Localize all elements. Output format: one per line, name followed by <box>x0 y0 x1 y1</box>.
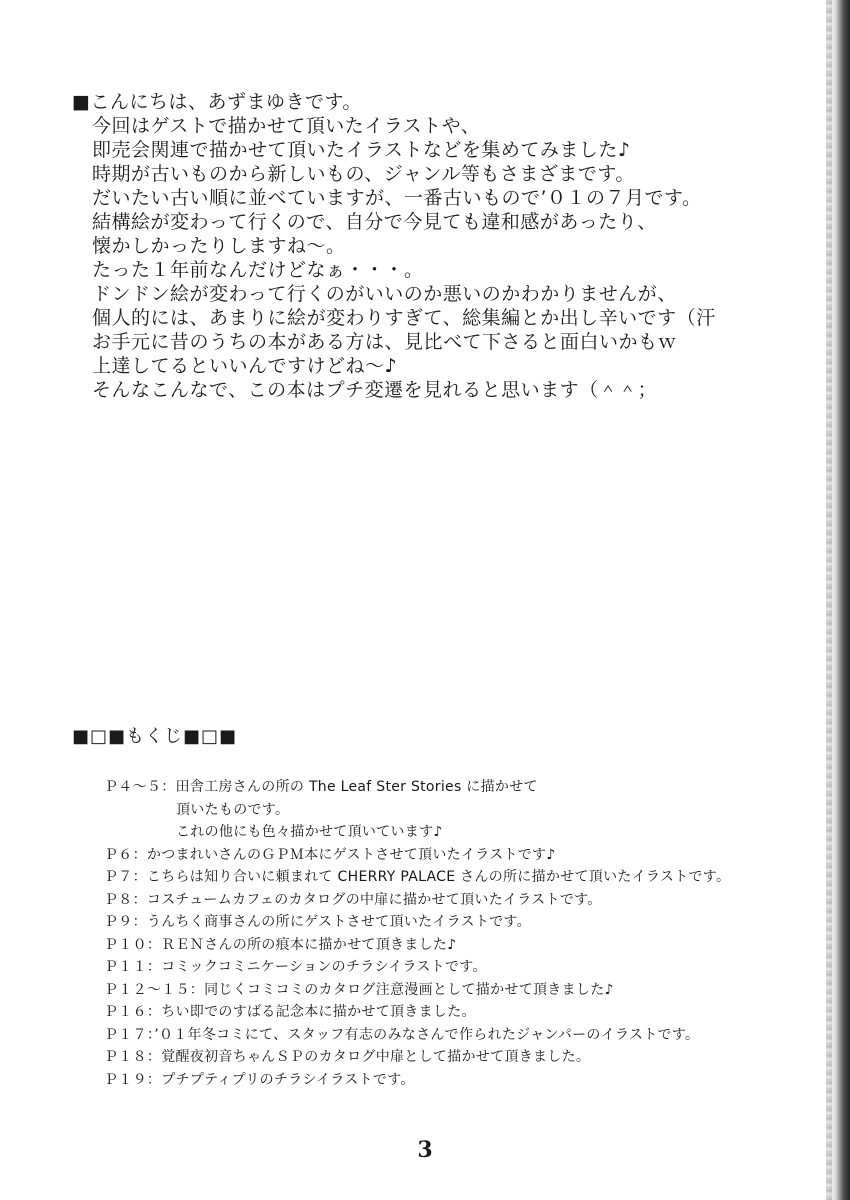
toc-entry: Ｐ１２～１５：同じくコミコミのカタログ注意漫画として描かせて頂きました♪ <box>104 981 614 998</box>
intro-line: そんなこんなで、この本はプチ変遷を見れると思います（＾＾； <box>92 379 658 401</box>
intro-line: たった１年前なんだけどなぁ・・・。 <box>92 259 424 281</box>
intro-line: ■こんにちは、あずまゆきです。 <box>72 91 362 113</box>
intro-line: 今回はゲストで描かせて頂いたイラストや、 <box>92 115 481 137</box>
intro-line: 個人的には、あまりに絵が変わりすぎて、総集編とか出し辛いです（汗 <box>92 307 716 329</box>
toc-entry: Ｐ６：かつまれいさんのＧＰＭ本にゲストさせて頂いたイラストです♪ <box>104 846 556 863</box>
table-of-contents <box>104 776 764 1091</box>
intro-line: 上達してるといいんですけどね～♪ <box>92 355 398 377</box>
toc-entry: Ｐ１７：’０１年冬コミにて、スタッフ有志のみなさんで作られたジャンパーのイラストです。 <box>104 1026 700 1043</box>
toc-entry: Ｐ１１：コミックコミニケーションのチラシイラストです。 <box>104 959 487 975</box>
intro-line: 懐かしかったりしますね～。 <box>92 235 346 257</box>
intro-section <box>72 90 772 402</box>
page-edge-texture <box>826 0 832 1200</box>
intro-line: 時期が古いものから新しいもの、ジャンル等もさまざまです。 <box>92 163 635 185</box>
toc-entry: Ｐ８：コスチュームカフェのカタログの中扉に描かせて頂いたイラストです。 <box>104 891 602 908</box>
toc-entry: Ｐ１９：プチプティプリのチラシイラストです。 <box>104 1071 415 1088</box>
toc-entry-continuation: 頂いたものです。 <box>176 801 290 818</box>
toc-entry: Ｐ４～５：田舎工房さんの所の The Leaf Ster Stories に描かせて <box>104 779 538 795</box>
intro-line: ドンドン絵が変わって行くのがいいのか悪いのかわかりませんが、 <box>92 283 677 305</box>
intro-line: 即売会関連で描かせて頂いたイラストなどを集めてみました♪ <box>92 139 631 161</box>
toc-entry: Ｐ１０：ＲＥＮさんの所の痕本に描かせて頂きました♪ <box>104 936 457 953</box>
toc-heading: ■□■もくじ■□■ <box>72 726 238 747</box>
intro-line: だいたい古い順に並べていますが、一番古いもので’０１の７月です。 <box>92 187 702 209</box>
toc-entry: Ｐ１６：ちい即でのすばる記念本に描かせて頂きました。 <box>104 1004 476 1020</box>
toc-entry-continuation: これの他にも色々描かせて頂いています♪ <box>176 824 443 840</box>
page-number: 3 <box>417 1137 433 1163</box>
toc-entry: Ｐ１８：覚醒夜初音ちゃんＳＰのカタログ中扉として描かせて頂きました。 <box>104 1049 591 1065</box>
intro-line: 結構絵が変わって行くので、自分で今見ても違和感があったり、 <box>92 211 657 233</box>
intro-line: お手元に昔のうちの本がある方は、見比べて下さると面白いかもｗ <box>92 331 678 353</box>
toc-entry: Ｐ７：こちらは知り合いに頼まれて CHERRY PALACE さんの所に描かせて頂いたイラストです。 <box>104 869 731 885</box>
toc-entry: Ｐ９：うんちく商事さんの所にゲストさせて頂いたイラストです。 <box>104 914 531 930</box>
